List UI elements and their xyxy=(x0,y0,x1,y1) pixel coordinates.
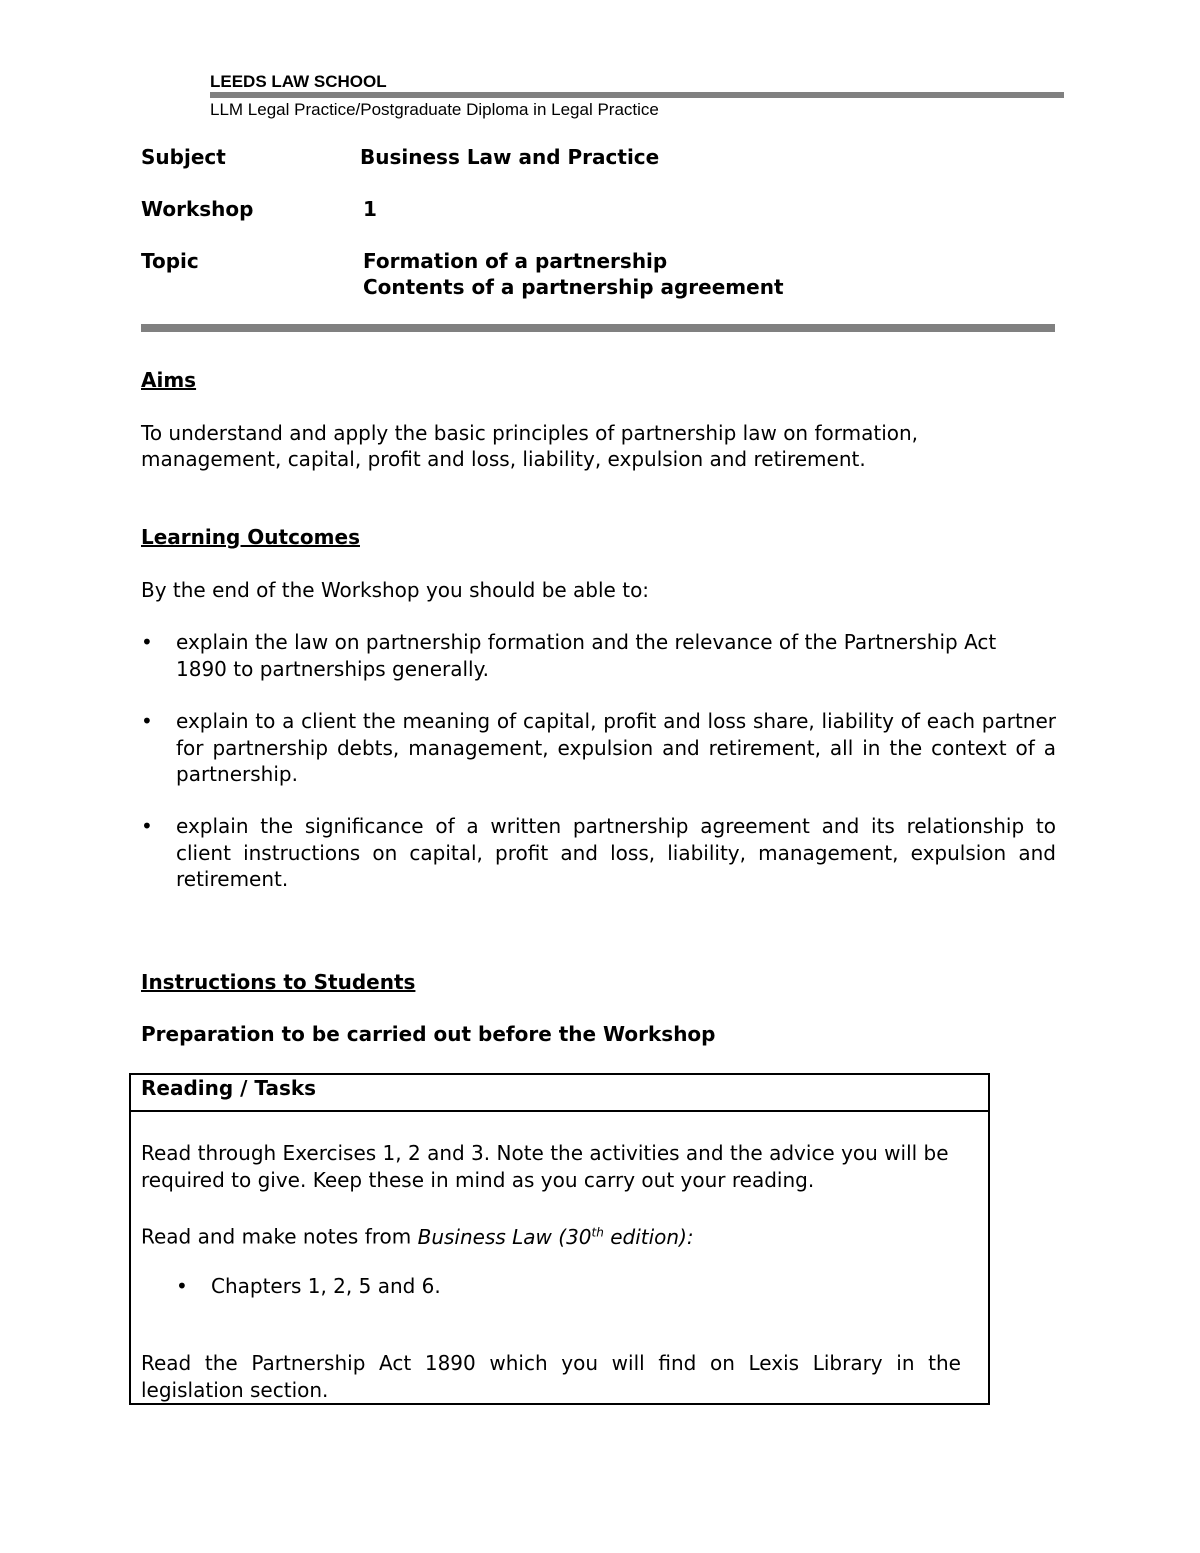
section-rule xyxy=(141,324,1055,332)
bullet-icon: • xyxy=(141,814,153,838)
bullet-icon: • xyxy=(176,1274,188,1298)
chapters-item: Chapters 1, 2, 5 and 6. xyxy=(211,1274,441,1298)
table-header-divider xyxy=(129,1110,990,1112)
school-name: LEEDS LAW SCHOOL xyxy=(210,72,387,91)
reading-instruction-1: Read through Exercises 1, 2 and 3. Note the activities and the advice you will be required to give. Keep these in mind as you carry out your reading. xyxy=(141,1141,949,1192)
instructions-heading: Instructions to Students xyxy=(141,970,416,994)
aims-text: To understand and apply the basic principles of partnership law on formation, management, capital, profit and loss, liability, expulsion and retirement. xyxy=(141,421,919,471)
topic-value-2: Contents of a partnership agreement xyxy=(363,275,784,299)
preparation-heading: Preparation to be carried out before the Workshop xyxy=(141,1022,716,1046)
header-rule xyxy=(210,92,1064,98)
outcomes-intro: By the end of the Workshop you should be able to: xyxy=(141,578,650,602)
outcome-item: explain to a client the meaning of capital, profit and loss share, liability of each partner for partnership debts, management, expulsion and retirement, all in the context of a partnership. xyxy=(176,709,1056,786)
topic-label: Topic xyxy=(141,249,199,273)
workshop-value: 1 xyxy=(363,197,377,221)
bullet-icon: • xyxy=(141,630,153,654)
outcomes-heading: Learning Outcomes xyxy=(141,525,360,549)
outcome-item: explain the significance of a written partnership agreement and its relationship to client instructions on capital, profit and loss, liability, management, expulsion and retirement. xyxy=(176,814,1056,891)
reading-instruction-2-suffix: edition): xyxy=(603,1224,694,1249)
edition-ordinal: th xyxy=(591,1225,604,1239)
reading-instruction-3: Read the Partnership Act 1890 which you will find on Lexis Library in the legislation section. xyxy=(141,1351,961,1402)
aims-heading: Aims xyxy=(141,368,197,392)
topic-value-1: Formation of a partnership xyxy=(363,249,668,273)
workshop-label: Workshop xyxy=(141,197,254,221)
reading-instruction-2 xyxy=(141,1219,961,1250)
subject-label: Subject xyxy=(141,145,226,169)
programme-name: LLM Legal Practice/Postgraduate Diploma in Legal Practice xyxy=(210,100,659,119)
subject-value: Business Law and Practice xyxy=(360,145,660,169)
outcome-item: explain the law on partnership formation and the relevance of the Partnership Act 1890 to partnerships generally. xyxy=(176,630,997,681)
reading-instruction-2-prefix: Read and make notes from xyxy=(141,1224,418,1249)
table-header: Reading / Tasks xyxy=(141,1076,317,1100)
book-title: Business Law (30 xyxy=(417,1224,592,1249)
bullet-icon: • xyxy=(141,709,153,733)
